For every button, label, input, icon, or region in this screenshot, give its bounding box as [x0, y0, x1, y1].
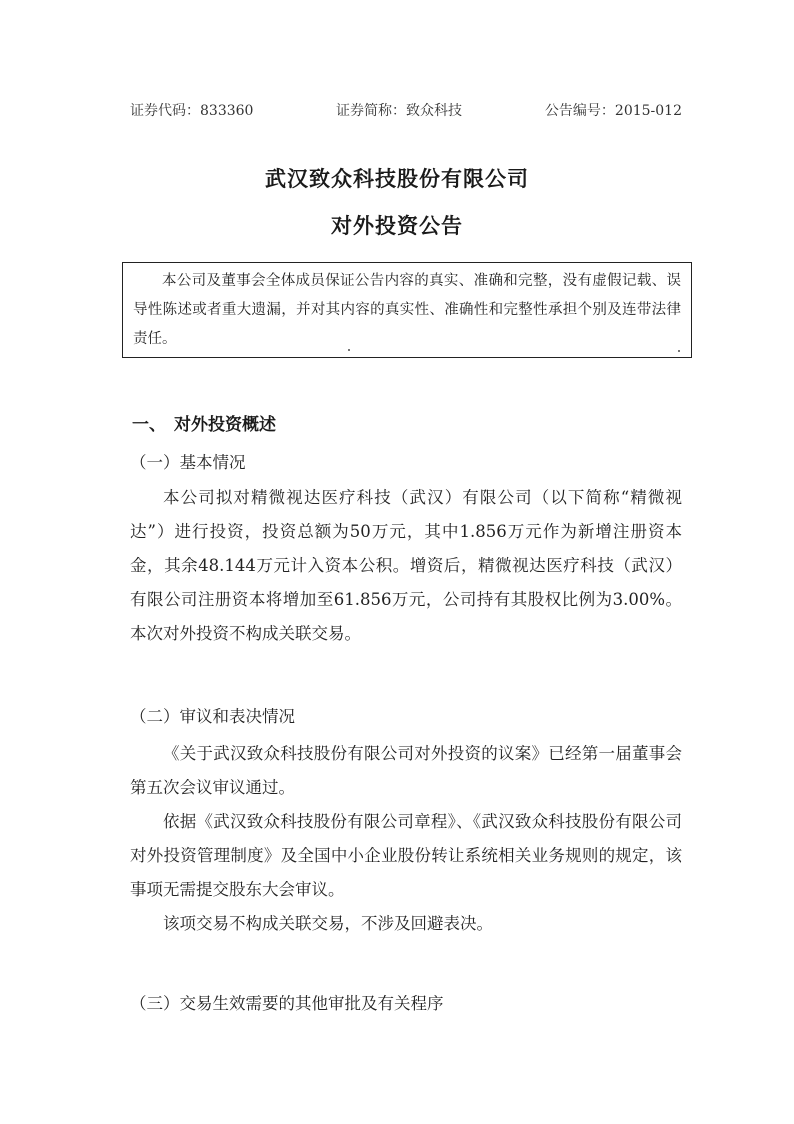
scan-speck [678, 350, 680, 352]
subsection-heading-other-approvals: （三）交易生效需要的其他审批及有关程序 [130, 994, 444, 1013]
section-heading [132, 410, 276, 435]
paragraph-review-related-party: 该项交易不构成关联交易，不涉及回避表决。 [163, 914, 493, 933]
company-name-title: 武汉致众科技股份有限公司 [265, 167, 529, 191]
announcement-number: 公告编号：2015-012 [544, 103, 682, 119]
section-title: 对外投资概述 [174, 415, 276, 435]
document-title: 对外投资公告 [331, 214, 463, 238]
stock-abbreviation: 证券简称：致众科技 [336, 103, 462, 119]
scan-speck [348, 349, 350, 351]
paragraph-basic-info: 本公司拟对精微视达医疗科技（武汉）有限公司（以下简称“精微视达”）进行投资，投资总额为50万元，其中1.856万元作为新增注册资本金，其余48.144万元计入资本公积。增资后，精微视达医疗科技（武汉）有限公司注册资本将增加至61.856万元，公司持有其股权比例为3.00%。本次对外投资不构成关联交易。 [130, 488, 682, 643]
announcement-header [130, 100, 682, 122]
subsection-heading-basic-info: （一）基本情况 [130, 453, 246, 472]
stock-code: 证券代码：833360 [130, 103, 254, 119]
disclaimer-box: 本公司及董事会全体成员保证公告内容的真实、准确和完整，没有虚假记载、误导性陈述或者重大遗漏，并对其内容的真实性、准确性和完整性承担个别及连带法律责任。 [122, 262, 692, 358]
paragraph-review-basis: 依据《武汉致众科技股份有限公司章程》、《武汉致众科技股份有限公司对外投资管理制度》及全国中小企业股份转让系统相关业务规则的规定，该事项无需提交股东大会审议。 [130, 812, 682, 899]
section-number: 一、 [132, 415, 166, 435]
paragraph-review-approval: 《关于武汉致众科技股份有限公司对外投资的议案》已经第一届董事会第五次会议审议通过。 [130, 744, 682, 797]
subsection-heading-review: （二）审议和表决情况 [130, 707, 295, 726]
